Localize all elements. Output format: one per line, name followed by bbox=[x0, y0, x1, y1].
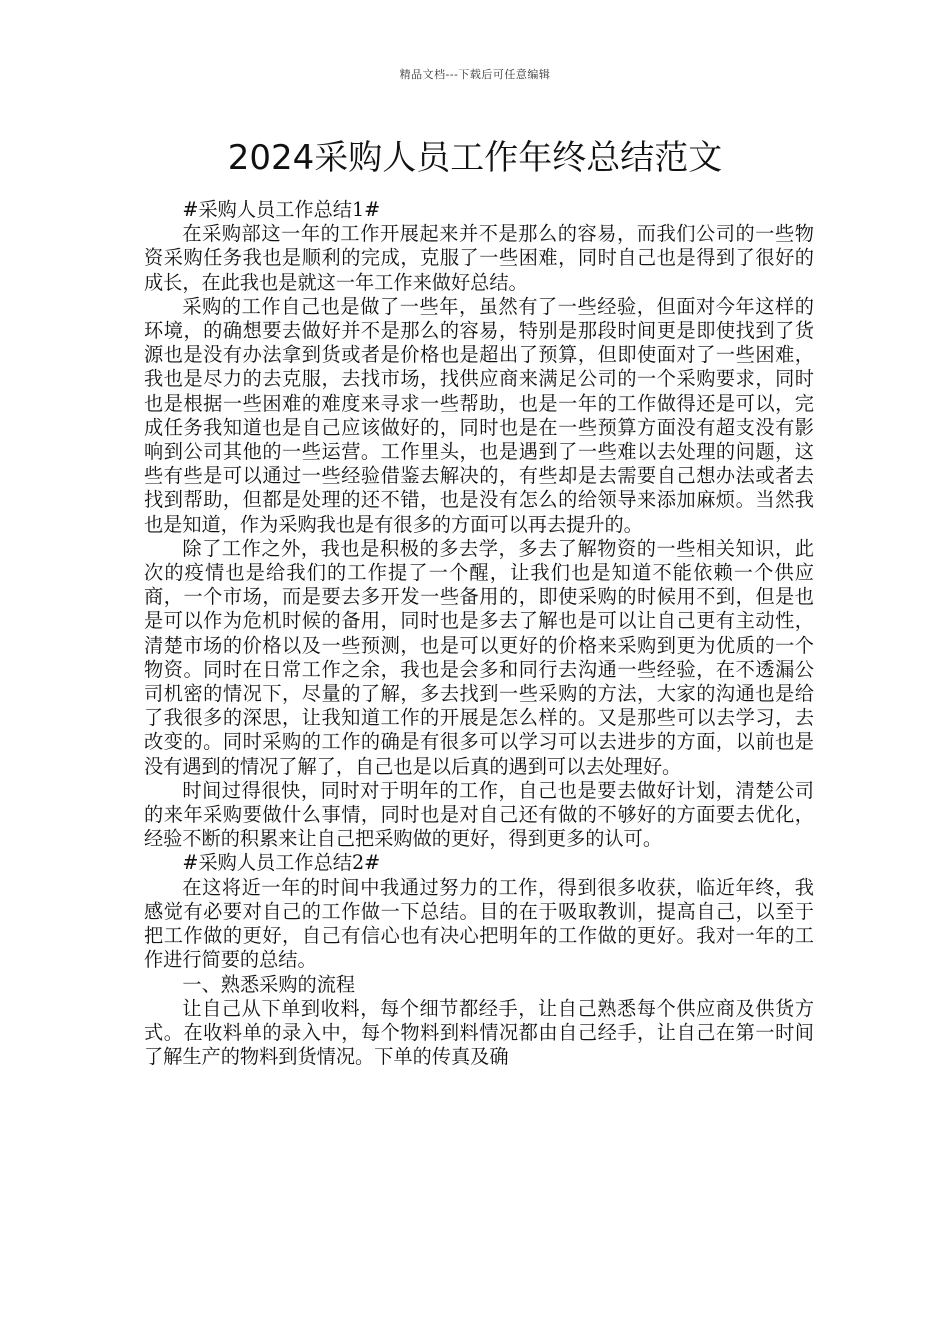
section-heading-2: #采购人员工作总结2# bbox=[182, 851, 381, 875]
paragraph: 让自己从下单到收料，每个细节都经手，让自己熟悉每个供应商及供货方式。在收料单的录入中，每个物料到料情况都由自己经手，让自己在第一时间了解生产的物料到货情况。下单的传真及确 bbox=[144, 996, 814, 1069]
subheading: 一、熟悉采购的流程 bbox=[182, 972, 356, 996]
paragraph: 时间过得很快，同时对于明年的工作，自己也是要去做好计划，清楚公司的来年采购要做什么事情，同时也是对自己还有做的不够好的方面要去优化，经验不断的积累来让自己把采购做的更好，得到更多的认可。 bbox=[144, 778, 814, 851]
paragraph: 除了工作之外，我也是积极的多去学，多去了解物资的一些相关知识，此次的疫情也是给我们的工作提了一个醒，让我们也是知道不能依赖一个供应商，一个市场，而是要去多开发一些备用的，即使采购的时候用不到，但是也是可以作为危机时候的备用，同时也是多去了解也是可以让自己更有主动性，清楚市场的价格以及一些预测，也是可以更好的价格来采购到更为优质的一个物资。同时在日常工作之余，我也是会多和同行去沟通一些经验，在不透漏公司机密的情况下，尽量的了解，多去找到一些采购的方法，大家的沟通也是给了我很多的深思，让我知道工作的开展是怎么样的。又是那些可以去学习，去改变的。同时采购的工作的确是有很多可以学习可以去进步的方面，以前也是没有遇到的情况了解了，自己也是以后真的遇到可以去处理好。 bbox=[144, 536, 814, 778]
paragraph: 采购的工作自己也是做了一些年，虽然有了一些经验，但面对今年这样的环境，的确想要去做好并不是那么的容易，特别是那段时间更是即使找到了货源也是没有办法拿到货或者是价格也是超出了预算，但即使面对了一些困难，我也是尽力的去克服，去找市场，找供应商来满足公司的一个采购要求，同时也是根据一些困难的难度来寻求一些帮助，也是一年的工作做得还是可以，完成任务我知道也是自己应该做好的，同时也是在一些预算方面没有超支没有影响到公司其他的一些运营。工作里头，也是遇到了一些难以去处理的问题，这些有些是可以通过一些经验借鉴去解决的，有些却是去需要自己想办法或者去找到帮助，但都是处理的还不错，也是没有怎么的给领导来添加麻烦。当然我也是知道，作为采购我也是有很多的方面可以再去提升的。 bbox=[144, 294, 814, 536]
paragraph: 在这将近一年的时间中我通过努力的工作，得到很多收获，临近年终，我感觉有必要对自己的工作做一下总结。目的在于吸取教训，提高自己，以至于把工作做的更好，自己有信心也有决心把明年的工作做的更好。我对一年的工作进行简要的总结。 bbox=[144, 875, 814, 972]
header-note: 精品文档---下载后可任意编辑 bbox=[399, 68, 551, 81]
document-body bbox=[144, 198, 814, 1069]
paragraph: 在采购部这一年的工作开展起来并不是那么的容易，而我们公司的一些物资采购任务我也是顺利的完成，克服了一些困难，同时自己也是得到了很好的成长，在此我也是就这一年工作来做好总结。 bbox=[144, 222, 814, 294]
section-heading-1: #采购人员工作总结1# bbox=[182, 198, 381, 221]
document-title: 2024采购人员工作年终总结范文 bbox=[227, 138, 723, 178]
